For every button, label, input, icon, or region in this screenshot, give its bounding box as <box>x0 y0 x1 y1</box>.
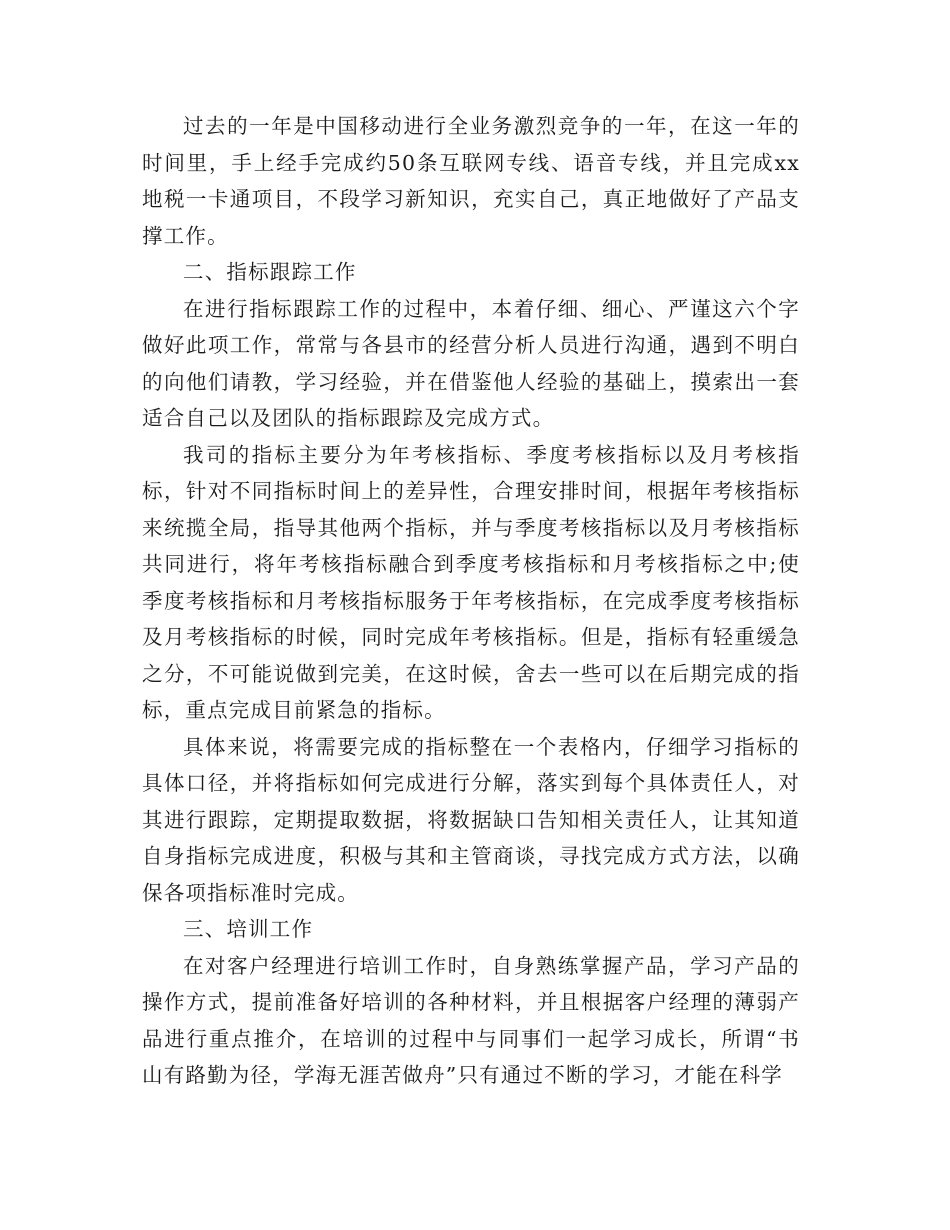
paragraph-tracking-approach: 在进行指标跟踪工作的过程中，本着仔细、细心、严谨这六个字做好此项工作，常常与各县市的经营分析人员进行沟通，遇到不明白的向他们请教，学习经验，并在借鉴他人经验的基础上，摸索出一套适合自己以及团队的指标跟踪及完成方式。 <box>142 296 800 430</box>
paragraph-tracking-details: 具体来说，将需要完成的指标整在一个表格内，仔细学习指标的具体口径，并将指标如何完成进行分解，落实到每个具体责任人，对其进行跟踪，定期提取数据，将数据缺口告知相关责任人，让其知道自身指标完成进度，积极与其和主管商谈，寻找完成方式方法，以确保各项指标准时完成。 <box>142 734 800 905</box>
section-heading-training: 三、培训工作 <box>183 917 314 941</box>
paragraph-training: 在对客户经理进行培训工作时，自身熟练掌握产品，学习产品的操作方式，提前准备好培训的各种材料，并且根据客户经理的薄弱产品进行重点推介，在培训的过程中与同事们一起学习成长，所谓“书山有路勤为径，学海无涯苦做舟”只有通过不断的学习，才能在科学 <box>142 953 800 1087</box>
paragraph-summary: 过去的一年是中国移动进行全业务激烈竞争的一年，在这一年的时间里，手上经手完成约50条互联网专线、语音专线，并且完成xx地税一卡通项目，不段学习新知识，充实自己，真正地做好了产品支撑工作。 <box>142 114 800 248</box>
paragraph-indicator-types: 我司的指标主要分为年考核指标、季度考核指标以及月考核指标，针对不同指标时间上的差异性，合理安排时间，根据年考核指标来统揽全局，指导其他两个指标，并与季度考核指标以及月考核指标共同进行，将年考核指标融合到季度考核指标和月考核指标之中;使季度考核指标和月考核指标服务于年考核指标，在完成季度考核指标及月考核指标的时候，同时完成年考核指标。但是，指标有轻重缓急之分，不可能说做到完美，在这时候，舍去一些可以在后期完成的指标，重点完成目前紧急的指标。 <box>142 442 800 722</box>
section-heading-indicator-tracking: 二、指标跟踪工作 <box>183 260 357 284</box>
